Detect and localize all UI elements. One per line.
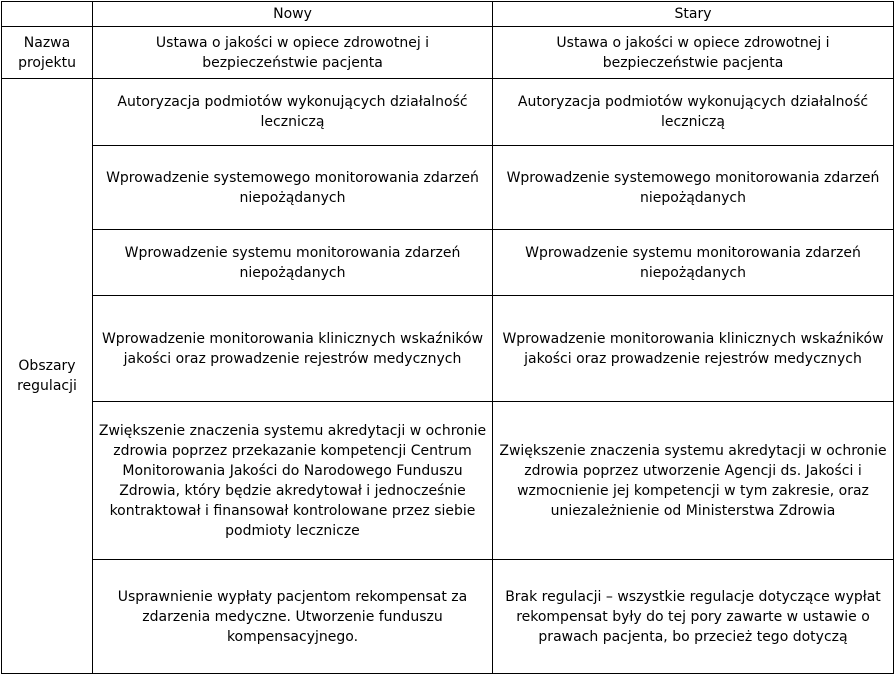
column-header-nowy: Nowy	[93, 2, 493, 27]
table-row	[2, 79, 894, 146]
cell-rekompensaty-stary: Brak regulacji – wszystkie regulacje dotyczące wypłat rekompensat były do tej pory zawarte w ustawie o prawach pacjenta, bo przecież tego dotyczą	[493, 560, 894, 674]
row-label-obszary-regulacji: Obszary regulacji	[2, 79, 93, 674]
cell-systemu-stary: Wprowadzenie systemu monitorowania zdarzeń niepożądanych	[493, 230, 894, 296]
table-row	[2, 560, 894, 674]
comparison-table	[1, 1, 894, 674]
cell-systemu-nowy: Wprowadzenie systemu monitorowania zdarzeń niepożądanych	[93, 230, 493, 296]
table-row	[2, 402, 894, 560]
table-row	[2, 296, 894, 402]
cell-klinicznych-stary: Wprowadzenie monitorowania klinicznych wskaźników jakości oraz prowadzenie rejestrów medycznych	[493, 296, 894, 402]
cell-systemowego-nowy: Wprowadzenie systemowego monitorowania zdarzeń niepożądanych	[93, 146, 493, 230]
cell-nazwa-nowy: Ustawa o jakości w opiece zdrowotnej i bezpieczeństwie pacjenta	[93, 27, 493, 79]
table-row	[2, 27, 894, 79]
corner-cell	[2, 2, 93, 27]
header-row	[2, 2, 894, 27]
cell-akredytacja-stary: Zwiększenie znaczenia systemu akredytacji w ochronie zdrowia poprzez utworzenie Agencji ds. Jakości i wzmocnienie jej kompetencji w tym zakresie, oraz uniezależnienie od Ministerstwa Zdrowia	[493, 402, 894, 560]
cell-nazwa-stary: Ustawa o jakości w opiece zdrowotnej i bezpieczeństwie pacjenta	[493, 27, 894, 79]
table-row	[2, 146, 894, 230]
cell-systemowego-stary: Wprowadzenie systemowego monitorowania zdarzeń niepożądanych	[493, 146, 894, 230]
cell-autoryzacja-stary: Autoryzacja podmiotów wykonujących działalność leczniczą	[493, 79, 894, 146]
table-row	[2, 230, 894, 296]
cell-klinicznych-nowy: Wprowadzenie monitorowania klinicznych wskaźników jakości oraz prowadzenie rejestrów medycznych	[93, 296, 493, 402]
column-header-stary: Stary	[493, 2, 894, 27]
cell-akredytacja-nowy: Zwiększenie znaczenia systemu akredytacji w ochronie zdrowia poprzez przekazanie kompetencji Centrum Monitorowania Jakości do Narodowego Funduszu Zdrowia, który będzie akredytował i jednocześnie kontraktował i finansował kontrolowane przez siebie podmioty lecznicze	[93, 402, 493, 560]
cell-rekompensaty-nowy: Usprawnienie wypłaty pacjentom rekompensat za zdarzenia medyczne. Utworzenie funduszu kompensacyjnego.	[93, 560, 493, 674]
cell-autoryzacja-nowy: Autoryzacja podmiotów wykonujących działalność leczniczą	[93, 79, 493, 146]
row-label-nazwa-projektu: Nazwa projektu	[2, 27, 93, 79]
